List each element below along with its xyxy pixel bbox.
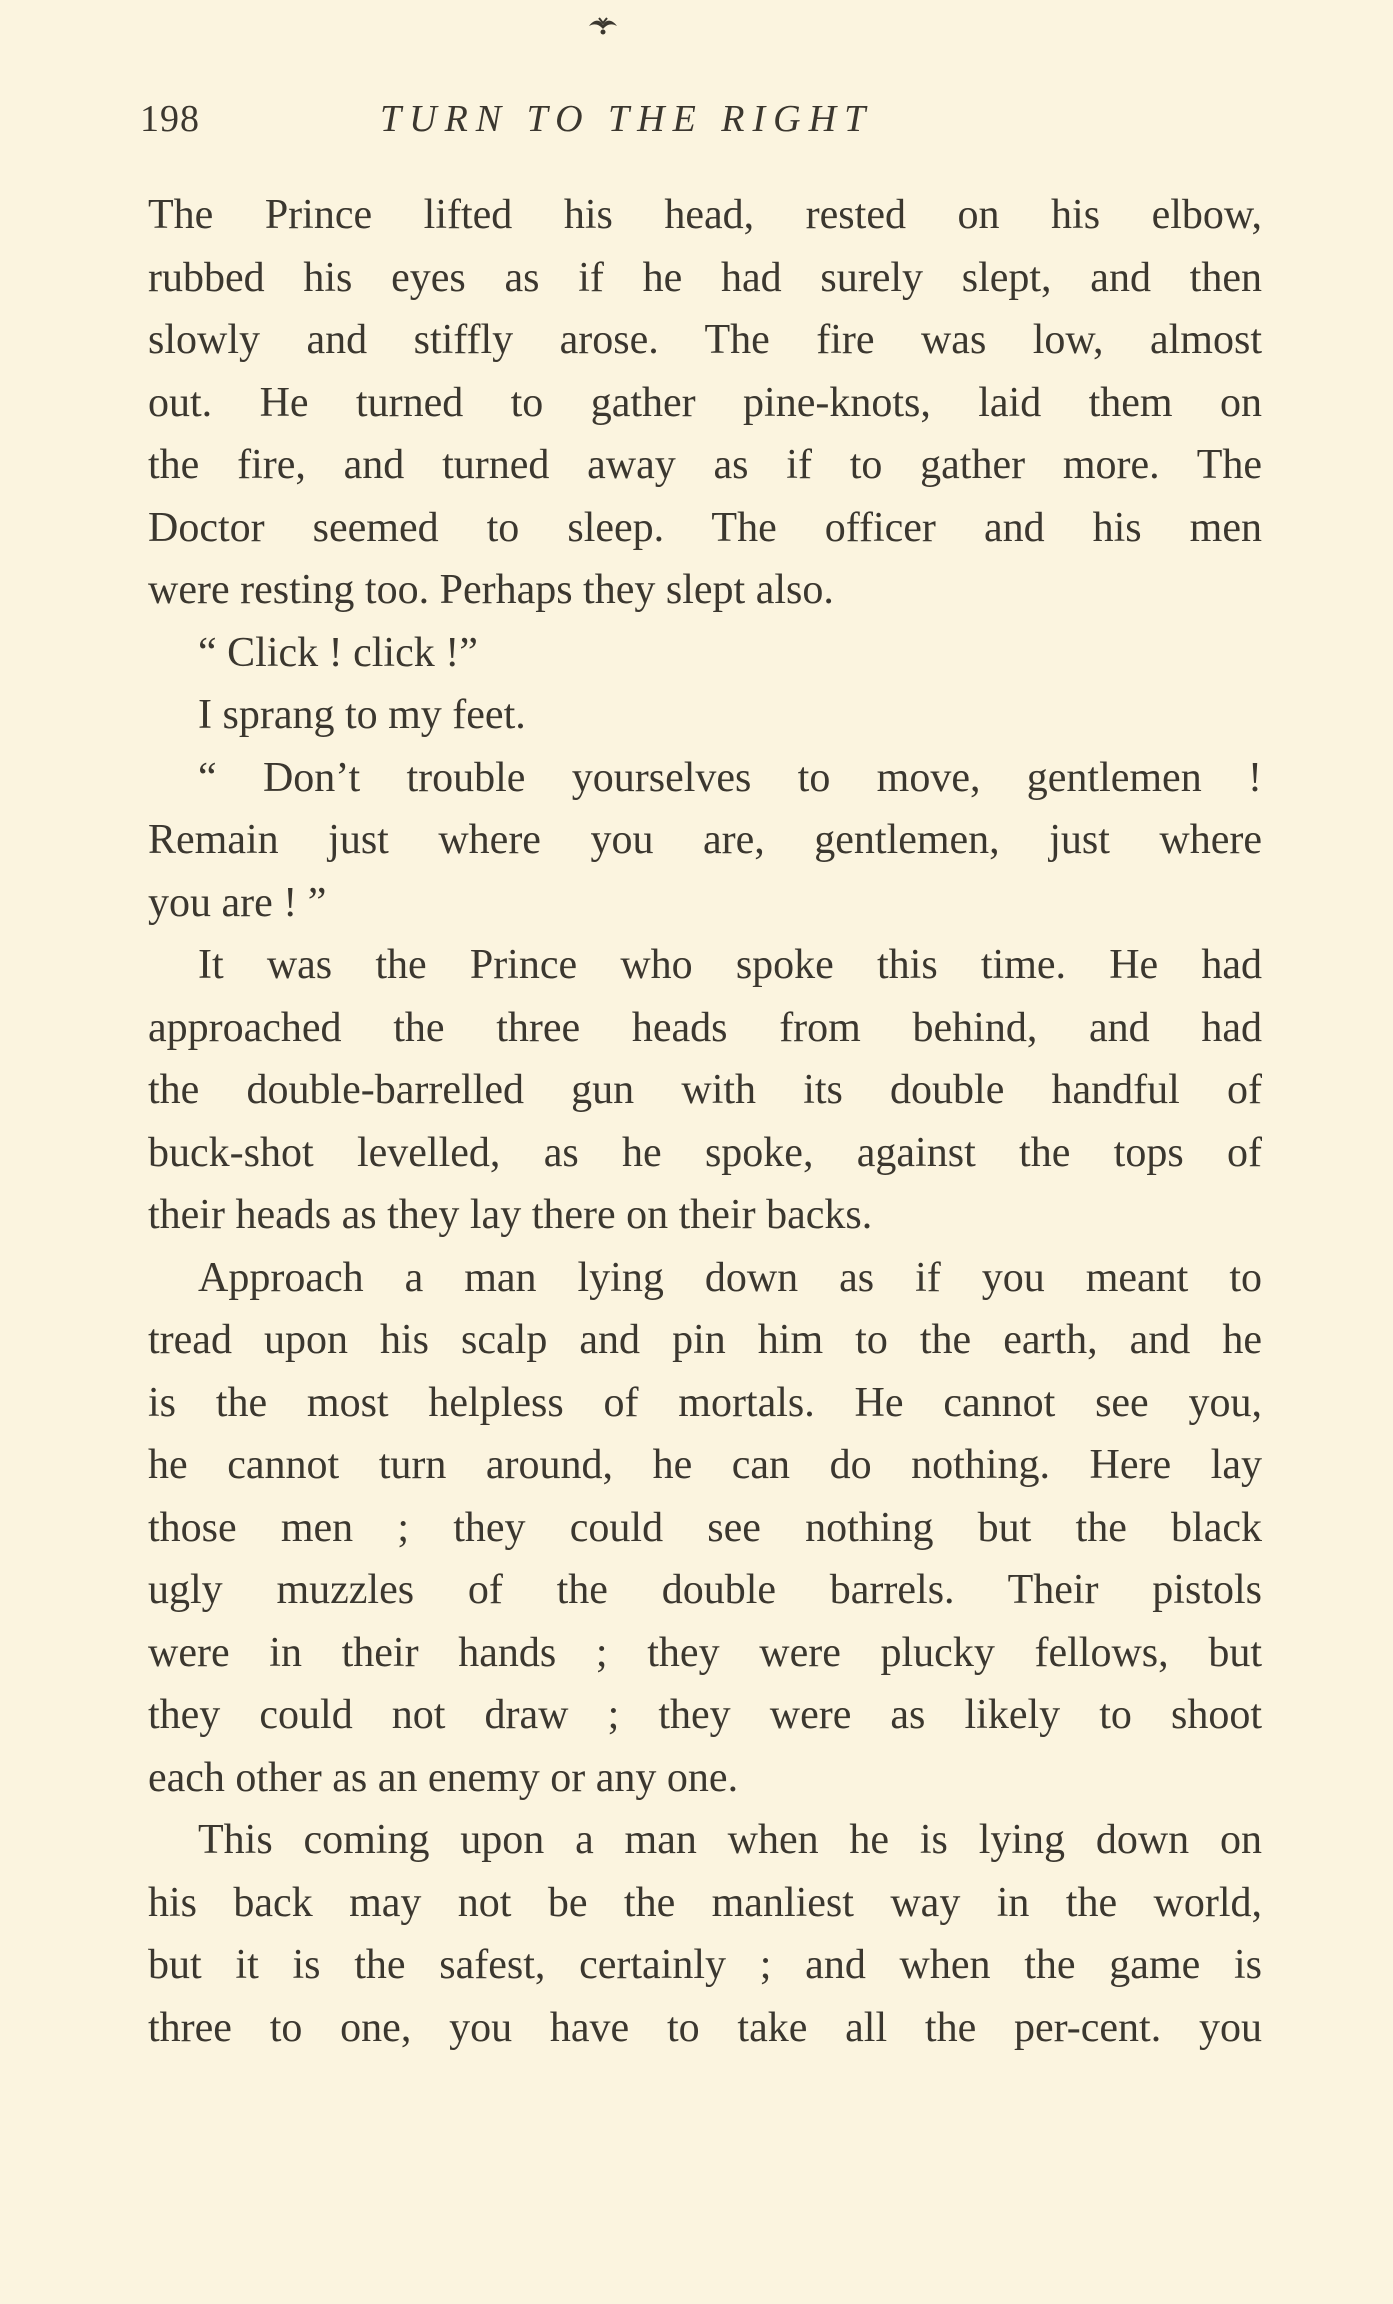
text-line: you are ! ” (148, 879, 327, 926)
text-line: “ Click ! click !” (198, 629, 478, 676)
text-line: Doctor seemed to sleep. The officer and his men (148, 504, 1262, 551)
text-line: out. He turned to gather pine-knots, laid them on (148, 379, 1262, 426)
text-line: his back may not be the manliest way in the world, (148, 1879, 1262, 1926)
text-line: he cannot turn around, he can do nothing. Here lay (148, 1442, 1262, 1488)
text-line: This coming upon a man when he is lying down on (198, 1817, 1262, 1863)
text-line: It was the Prince who spoke this time. He had (198, 942, 1262, 988)
text-line: but it is the safest, certainly ; and when the game is (148, 1942, 1262, 1988)
text-line: is the most helpless of mortals. He cannot see you, (148, 1379, 1262, 1426)
running-head (140, 94, 1260, 144)
text-line: the double-barrelled gun with its double handful of (148, 1067, 1262, 1113)
text-line: I sprang to my feet. (198, 692, 526, 738)
text-line: rubbed his eyes as if he had surely slept, and then (148, 254, 1262, 301)
text-line: their heads as they lay there on their backs. (148, 1192, 873, 1238)
text-line: Remain just where you are, gentlemen, just where (148, 817, 1262, 863)
page-number: 198 (140, 98, 200, 140)
text-line: the fire, and turned away as if to gather more. The (148, 442, 1262, 488)
text-line: were in their hands ; they were plucky fellows, but (148, 1629, 1262, 1676)
fleuron-icon (585, 14, 621, 36)
text-line: tread upon his scalp and pin him to the earth, and he (148, 1317, 1262, 1363)
text-line: three to one, you have to take all the per-cent. you (148, 2004, 1262, 2051)
text-line: were resting too. Perhaps they slept also. (148, 567, 834, 613)
text-line: “ Don’t trouble yourselves to move, gentlemen ! (198, 754, 1262, 801)
text-line: ugly muzzles of the double barrels. Their pistols (148, 1567, 1262, 1613)
text-line: buck-shot levelled, as he spoke, against the tops of (148, 1129, 1262, 1176)
text-line: slowly and stiffly arose. The fire was low, almost (148, 317, 1262, 363)
text-line: each other as an enemy or any one. (148, 1754, 739, 1801)
page-body-text (148, 184, 1262, 2059)
text-line: The Prince lifted his head, rested on his elbow, (148, 192, 1262, 238)
text-line: approached the three heads from behind, and had (148, 1004, 1262, 1051)
running-title: TURN TO THE RIGHT (380, 98, 874, 140)
text-line: Approach a man lying down as if you meant to (198, 1254, 1262, 1301)
text-line: those men ; they could see nothing but the black (148, 1504, 1262, 1551)
text-line: they could not draw ; they were as likely to shoot (148, 1692, 1262, 1738)
